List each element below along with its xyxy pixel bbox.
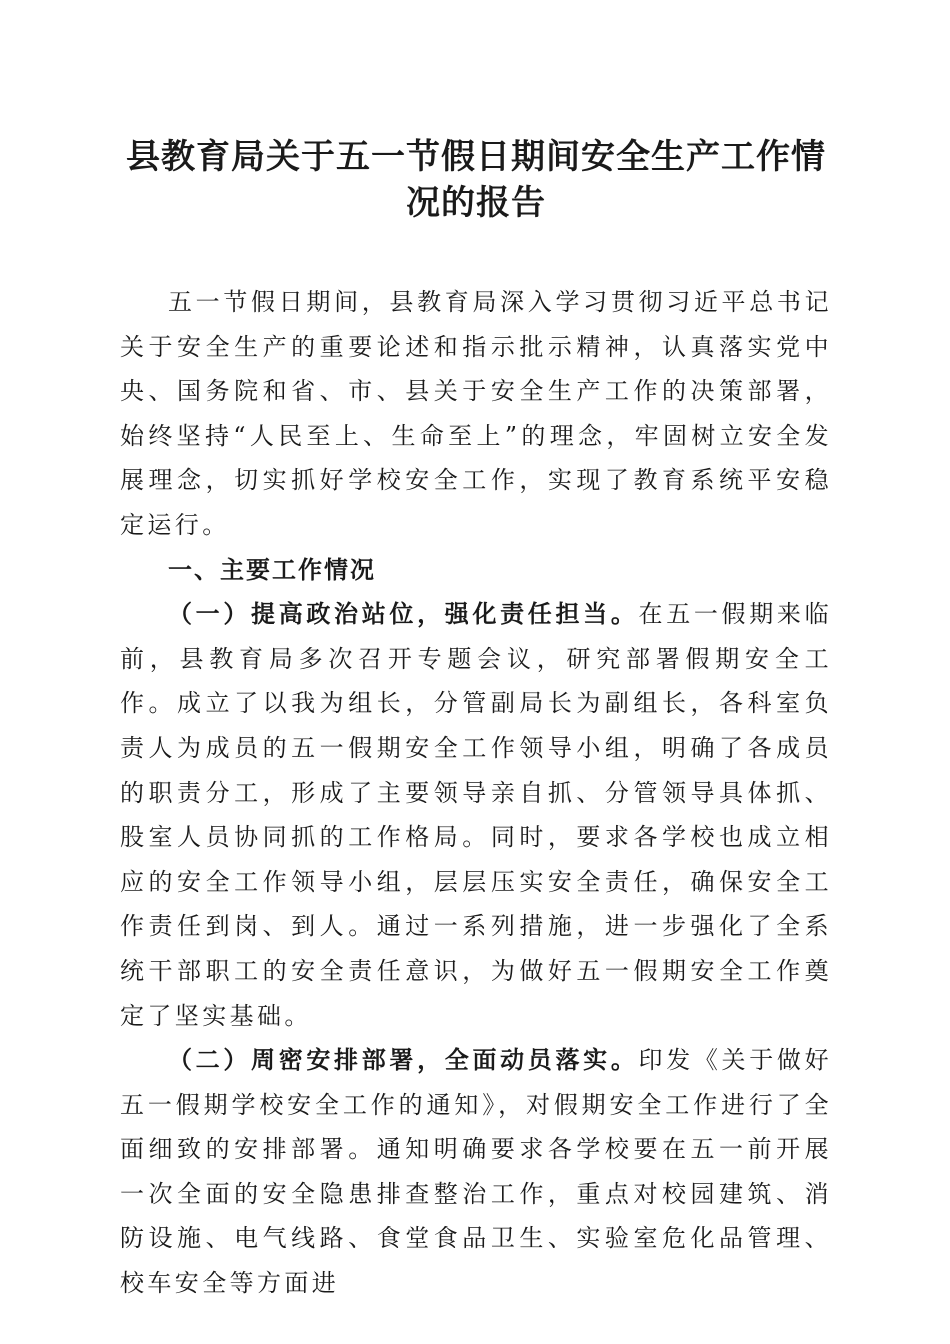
item-2-body: 印发《关于做好五一假期学校安全工作的通知》，对假期安全工作进行了全面细致的安排部署。通知明确要求各学校要在五一前开展一次全面的安全隐患排查整治工作，重点对校园建筑、消防设施、电气线路、食堂食品卫生、实验室危化品管理、校车安全等方面进: [120, 1046, 832, 1298]
item-2-paragraph: [120, 1038, 832, 1306]
document-body: [120, 280, 832, 1306]
document-title: 县教育局关于五一节假日期间安全生产工作情况的报告: [126, 137, 826, 223]
item-1-body: 在五一假期来临前，县教育局多次召开专题会议，研究部署假期安全工作。成立了以我为组长，分管副局长为副组长，各科室负责人为成员的五一假期安全工作领导小组，明确了各成员的职责分工，形成了主要领导亲自抓、分管领导具体抓、股室人员协同抓的工作格局。同时，要求各学校也成立相应的安全工作领导小组，层层压实安全责任，确保安全工作责任到岗、到人。通过一系列措施，进一步强化了全系统干部职工的安全责任意识，为做好五一假期安全工作奠定了坚实基础。: [120, 600, 832, 1030]
item-2-heading: （二）周密安排部署，全面动员落实。: [168, 1045, 639, 1075]
item-1-heading: （一）提高政治站位，强化责任担当。: [168, 599, 639, 629]
intro-paragraph: 五一节假日期间，县教育局深入学习贯彻习近平总书记关于安全生产的重要论述和指示批示精神，认真落实党中央、国务院和省、市、县关于安全生产工作的决策部署，始终坚持“人民至上、生命至上”的理念，牢固树立安全发展理念，切实抓好学校安全工作，实现了教育系统平安稳定运行。: [120, 288, 832, 539]
section-heading: 一、主要工作情况: [168, 554, 376, 584]
item-1-paragraph: [120, 592, 832, 1038]
